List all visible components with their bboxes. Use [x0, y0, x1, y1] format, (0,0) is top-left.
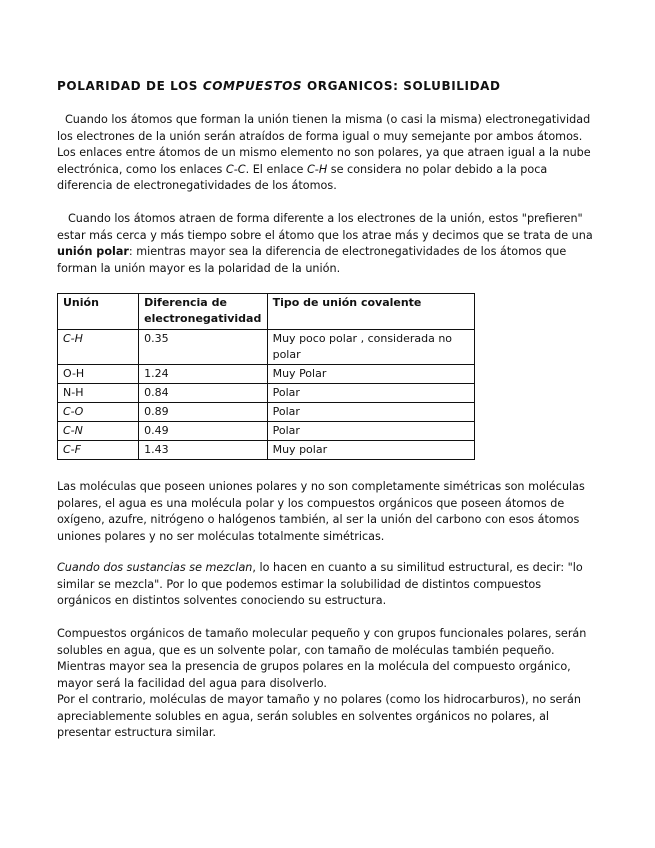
p1-text-b: . El enlace [245, 162, 307, 176]
p2-text-b: : mientras mayor sea la diferencia de electronegatividades de los átomos que forman la unión mayor es la polaridad de la unión. [57, 245, 567, 275]
cell-union: O-H [58, 365, 139, 384]
cell-bond-type: Muy polar [267, 441, 474, 460]
cell-union: N-H [58, 384, 139, 403]
cell-difference: 0.49 [139, 422, 267, 441]
p4-rest: , lo hacen en cuanto a su similitud estructural, es decir: "lo similar se mezcla". Por lo que podemos estimar la solubilidad de distintos compuestos orgánicos en distintos solventes conociendo su estructura. [57, 561, 583, 607]
p5-text-a: Compuestos orgánicos de tamaño molecular pequeño y con grupos funcionales polares, serán solubles en agua, que es un solvente polar, con tamaño de moléculas también pequeño. Mientras mayor sea la presencia de grupos polares en la molécula del compuesto orgánico, mayor será la facilidad del agua para disolverlo. [57, 627, 587, 690]
table-header-row [58, 294, 475, 330]
cell-difference: 0.35 [139, 330, 267, 365]
paragraph-mixing [57, 560, 597, 610]
p4-italic: Cuando dos sustancias se mezclan [57, 561, 253, 574]
cell-difference: 1.43 [139, 441, 267, 460]
table-row [58, 422, 475, 441]
table-row [58, 441, 475, 460]
paragraph-solubility [57, 626, 597, 742]
p1-text-a: Cuando los átomos que forman la unión tienen la misma (o casi la misma) electronegatividad los electrones de la unión serán atraídos de forma igual o muy semejante por ambos átomos. Los enlaces entre átomos de un mismo elemento no son polares, ya que atraen igual a la nube electrónica, como los enlaces [57, 113, 591, 176]
cell-difference: 1.24 [139, 365, 267, 384]
p1-text-c: se considera no polar debido a la poca diferencia de electronegatividades de los átomos. [57, 162, 548, 192]
cell-bond-type: Muy Polar [267, 365, 474, 384]
page-title [57, 79, 501, 93]
table-row [58, 384, 475, 403]
cell-difference: 0.89 [139, 403, 267, 422]
paragraph-nonpolar [57, 112, 597, 195]
p2-bold-term: unión polar [57, 245, 129, 258]
title-part-1: POLARIDAD DE LOS [57, 79, 203, 93]
p1-cc: C-C [225, 162, 246, 176]
table-row [58, 365, 475, 384]
cell-union: C-F [58, 441, 139, 460]
electronegativity-table [57, 293, 475, 460]
cell-bond-type: Polar [267, 422, 474, 441]
paragraph-polar-molecules: Las moléculas que poseen uniones polares y no son completamente simétricas son moléculas polares, el agua es una molécula polar y los compuestos orgánicos que poseen átomos de oxígeno, azufre, nitrógeno o halógenos también, al ser la unión del carbono con esos átomos uniones polares y no ser moléculas totalmente simétricas. [57, 480, 585, 543]
cell-bond-type: Muy poco polar , considerada no polar [267, 330, 474, 365]
title-part-2: ORGANICOS: SOLUBILIDAD [302, 79, 501, 93]
table-row [58, 330, 475, 365]
header-difference: Diferencia de electronegatividad [139, 294, 267, 330]
p1-ch: C-H [306, 162, 328, 176]
header-union: Unión [58, 294, 139, 330]
cell-difference: 0.84 [139, 384, 267, 403]
title-italic: COMPUESTOS [202, 79, 303, 93]
cell-union: C-O [58, 403, 139, 422]
cell-bond-type: Polar [267, 384, 474, 403]
header-bond-type: Tipo de unión covalente [267, 294, 474, 330]
p5-text-b: Por el contrario, moléculas de mayor tamaño y no polares (como los hidrocarburos), no serán apreciablemente solubles en agua, serán solubles en solventes orgánicos no polares, al presentar estructura similar. [57, 693, 581, 739]
table-row [58, 403, 475, 422]
paragraph-polar [57, 211, 597, 277]
cell-union: C-H [58, 330, 139, 365]
p2-text-a: Cuando los átomos atraen de forma diferente a los electrones de la unión, estos "prefieren" estar más cerca y más tiempo sobre el átomo que los atrae más y decimos que se trata de una [57, 212, 593, 242]
cell-union: C-N [58, 422, 139, 441]
cell-bond-type: Polar [267, 403, 474, 422]
